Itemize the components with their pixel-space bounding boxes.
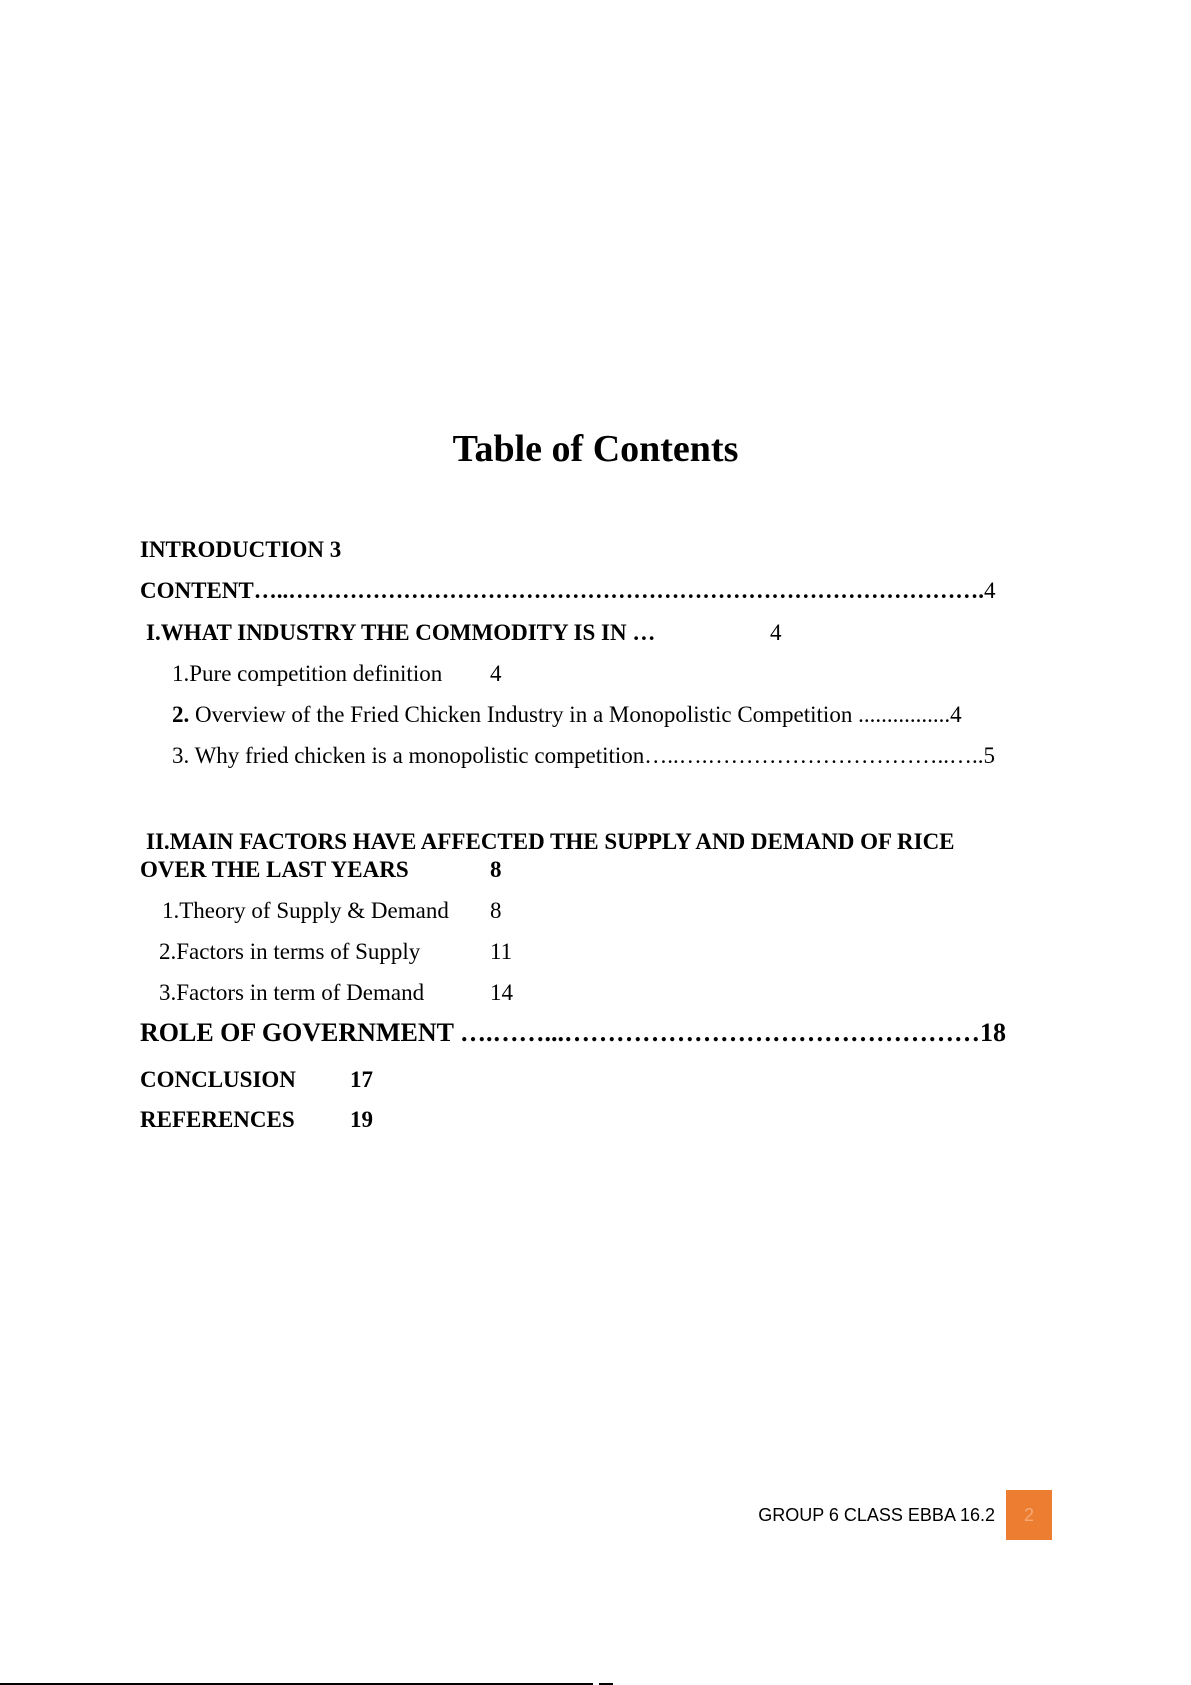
toc-entry-why-monopolistic[interactable]: 3. Why fried chicken is a monopolistic competition…..….…………………………..…..5 xyxy=(172,743,996,768)
toc-page-number: 17 xyxy=(350,1067,373,1092)
toc-entry-section-1[interactable]: I.WHAT INDUSTRY THE COMMODITY IS IN … xyxy=(146,620,656,645)
toc-page-number: 4 xyxy=(490,661,502,686)
toc-entry-role-of-government[interactable]: ROLE OF GOVERNMENT ….……...…………………………………………18 xyxy=(140,1018,1006,1047)
toc-entry-label: CONTENT…..………………………………………………………………………………. xyxy=(140,578,984,603)
toc-page-number: 11 xyxy=(490,939,513,964)
toc-entry-section-2-continued: OVER THE LAST YEARS xyxy=(140,857,409,882)
toc-entry-introduction[interactable]: INTRODUCTION 3 xyxy=(140,537,342,562)
footer-group-label: GROUP 6 CLASS EBBA 16.2 xyxy=(758,1505,995,1525)
toc-entry-number: 2. xyxy=(172,702,190,727)
toc-entry-factors-supply[interactable]: 2.Factors in terms of Supply xyxy=(159,939,421,964)
toc-page-number: 14 xyxy=(490,980,513,1005)
toc-entry-pure-competition[interactable]: 1.Pure competition definition xyxy=(172,661,443,686)
toc-page-number: 4 xyxy=(770,620,782,645)
toc-page-number: 8 xyxy=(490,898,502,923)
toc-entry-references[interactable]: REFERENCES xyxy=(140,1107,295,1132)
page-number-badge: 2 xyxy=(1006,1490,1052,1540)
toc-entry-label: Overview of the Fried Chicken Industry in a Monopolistic Competition ................4 xyxy=(189,702,962,727)
toc-entry-section-2[interactable]: II.MAIN FACTORS HAVE AFFECTED THE SUPPLY AND DEMAND OF RICE xyxy=(146,829,955,854)
toc-entry-theory-supply-demand[interactable]: 1.Theory of Supply & Demand xyxy=(162,898,449,923)
toc-entry-factors-demand[interactable]: 3.Factors in term of Demand xyxy=(159,980,425,1005)
toc-entry-overview-fried-chicken[interactable] xyxy=(172,701,962,729)
toc-page-number: 8 xyxy=(490,857,502,882)
page-title: Table of Contents xyxy=(452,428,739,470)
toc-entry-content[interactable] xyxy=(140,577,1050,605)
toc-entry-conclusion[interactable]: CONCLUSION xyxy=(140,1067,296,1092)
toc-page-number: 4 xyxy=(984,578,996,603)
toc-page-number: 19 xyxy=(350,1107,373,1132)
